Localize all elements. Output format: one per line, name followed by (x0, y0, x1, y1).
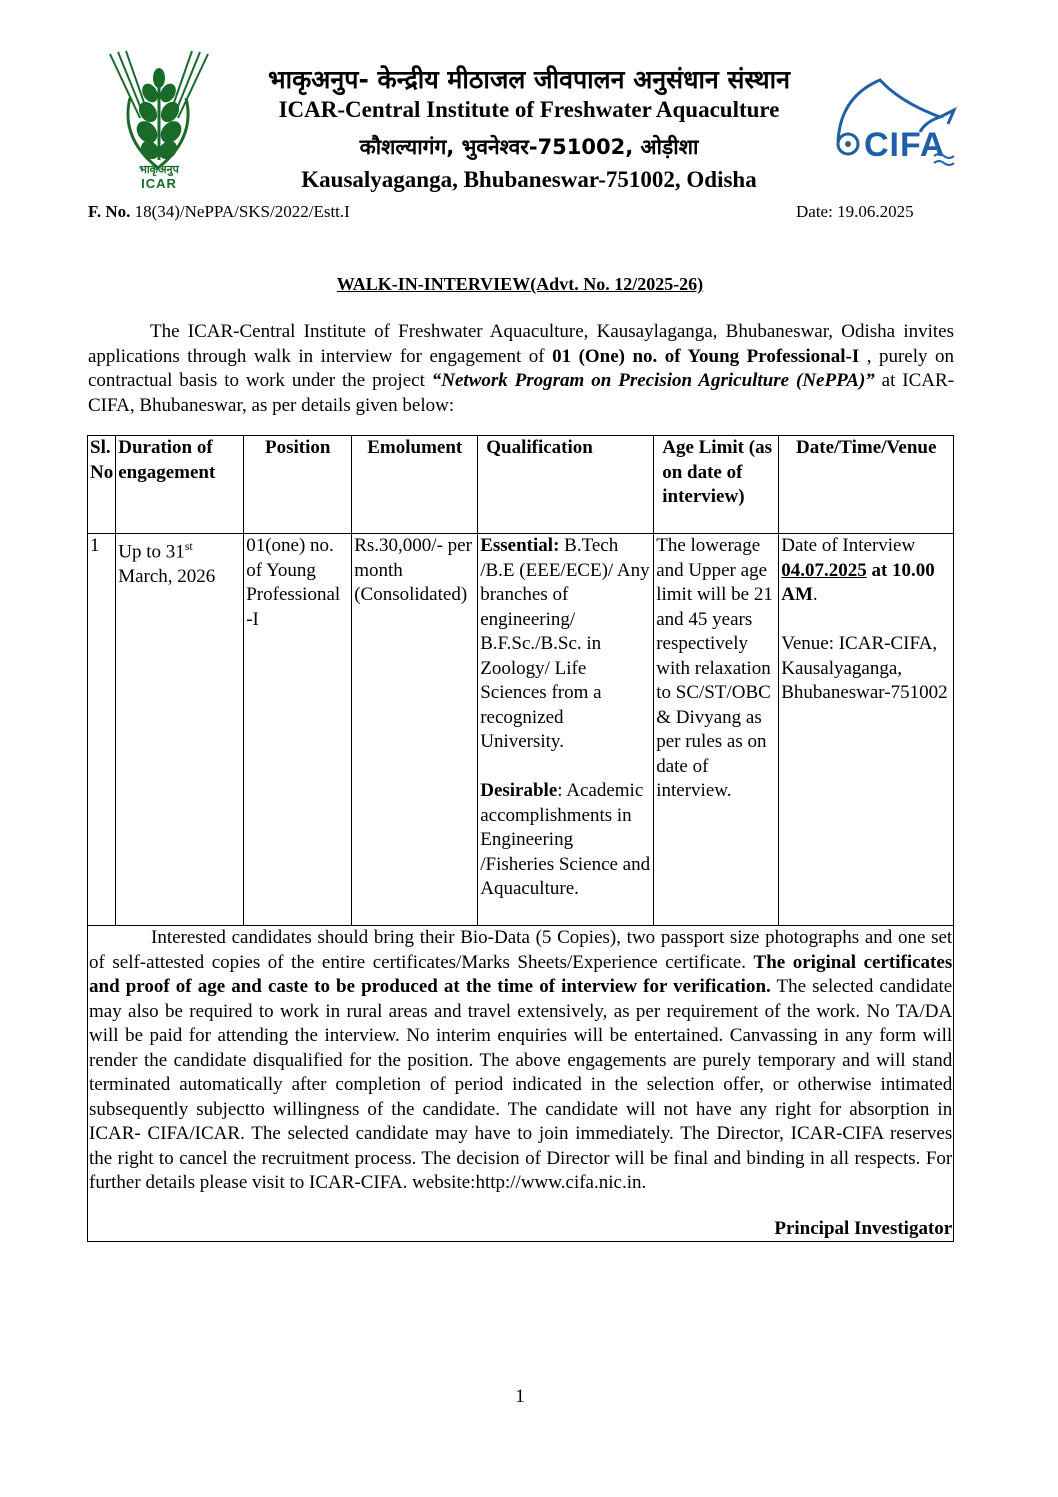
icar-logo-text: ICAR (141, 176, 177, 191)
cell-qualification: Essential: B.Tech /B.E (EEE/ECE)/ Any branches of engineering/ B.F.Sc./B.Sc. in Zoology/ Life Sciences from a recognized University. Desirable: Academic accomplishments in Engineering /Fisheries Science and Aquaculture. (478, 534, 654, 926)
cell-venue: Date of Interview 04.07.2025 at 10.00 AM. Venue: ICAR-CIFA, Kausalyaganga, Bhubaneswar-751002 (779, 534, 954, 926)
cell-emolument: Rs.30,000/- per month (Consolidated) (352, 534, 478, 926)
table-header-row (88, 436, 954, 534)
institute-address-hindi: कौशल्यागंग, भुवनेश्वर-751002, ओड़ीशा (359, 135, 699, 159)
header-qualification: Qualification (478, 436, 654, 534)
header-age-limit: Age Limit (as on date of interview) (654, 436, 779, 534)
document-date: Date: 19.06.2025 (796, 202, 914, 221)
table-row (88, 534, 954, 926)
cell-sl: 1 (88, 534, 116, 926)
cell-position: 01(one) no. of Young Professional -I (244, 534, 352, 926)
cell-duration: Up to 31st March, 2026 (116, 534, 244, 926)
institute-name-hindi: भाकृअनुप- केन्द्रीय मीठाजल जीवपालन अनुसंधान संस्थान (268, 65, 790, 94)
notes-paragraph: Interested candidates should bring their Bio-Data (5 Copies), two passport size photographs and one set of self-attested copies of the entire certificates/Marks Sheets/Experience certificate. The original certificates and proof of age and caste to be produced at the time of interview for verification. The selected candidate may also be required to work in rural areas and travel extensively, as per requirement of the work. No TA/DA will be paid for attending the interview. No interim enquiries will be entertained. Canvassing in any form will render the candidate disqualified for the position. The above engagements are purely temporary and will stand terminated automatically after completion of period indicated in the selection offer, or otherwise intimated subsequently subjectto willingness of the candidate. The candidate will not have any right for absorption in ICAR- CIFA/ICAR. The selected candidate may have to join immediately. The Director, ICAR-CIFA reserves the right to cancel the recruitment process. The decision of Director will be final and binding in all respects. For further details please visit to ICAR-CIFA. website:http://www.cifa.nic.in. (89, 927, 953, 1193)
header-duration: Duration of engagement (116, 436, 244, 534)
page-number: 1 (515, 1386, 525, 1407)
page-title: WALK-IN-INTERVIEW(Advt. No. 12/2025-26) (336, 274, 704, 294)
header-position: Position (244, 436, 352, 534)
file-number: F. No. 18(34)/NePPA/SKS/2022/Estt.I (88, 202, 350, 221)
institute-address-english: Kausalyaganga, Bhubaneswar-751002, Odisha (301, 167, 757, 192)
details-table (87, 435, 954, 1242)
notes-cell (88, 926, 954, 1242)
header-venue: Date/Time/Venue (779, 436, 954, 534)
signature: Principal Investigator (774, 1217, 953, 1239)
header-emolument: Emolument (352, 436, 478, 534)
notes-row (88, 926, 954, 1242)
header-sl: Sl. No (88, 436, 116, 534)
intro-paragraph: The ICAR-Central Institute of Freshwater Aquaculture, Kausaylaganga, Bhubaneswar, Odisha invites applications through walk in interview for engagement of 01 (One) no. of Young Professional-I , purely on contractual basis to work under the project “Network Program on Precision Agriculture (NePPA)” at ICAR-CIFA, Bhubaneswar, as per details given below: (88, 321, 955, 416)
cell-age-limit: The lowerage and Upper age limit will be 21 and 45 years respectively with relaxation to SC/ST/OBC & Divyang as per rules as on date of interview. (654, 534, 779, 926)
cifa-logo-text: CIFA (864, 126, 946, 164)
icar-logo-hindi: भाकृअनुप (139, 163, 179, 176)
institute-name-english: ICAR-Central Institute of Freshwater Aquaculture (278, 97, 780, 122)
